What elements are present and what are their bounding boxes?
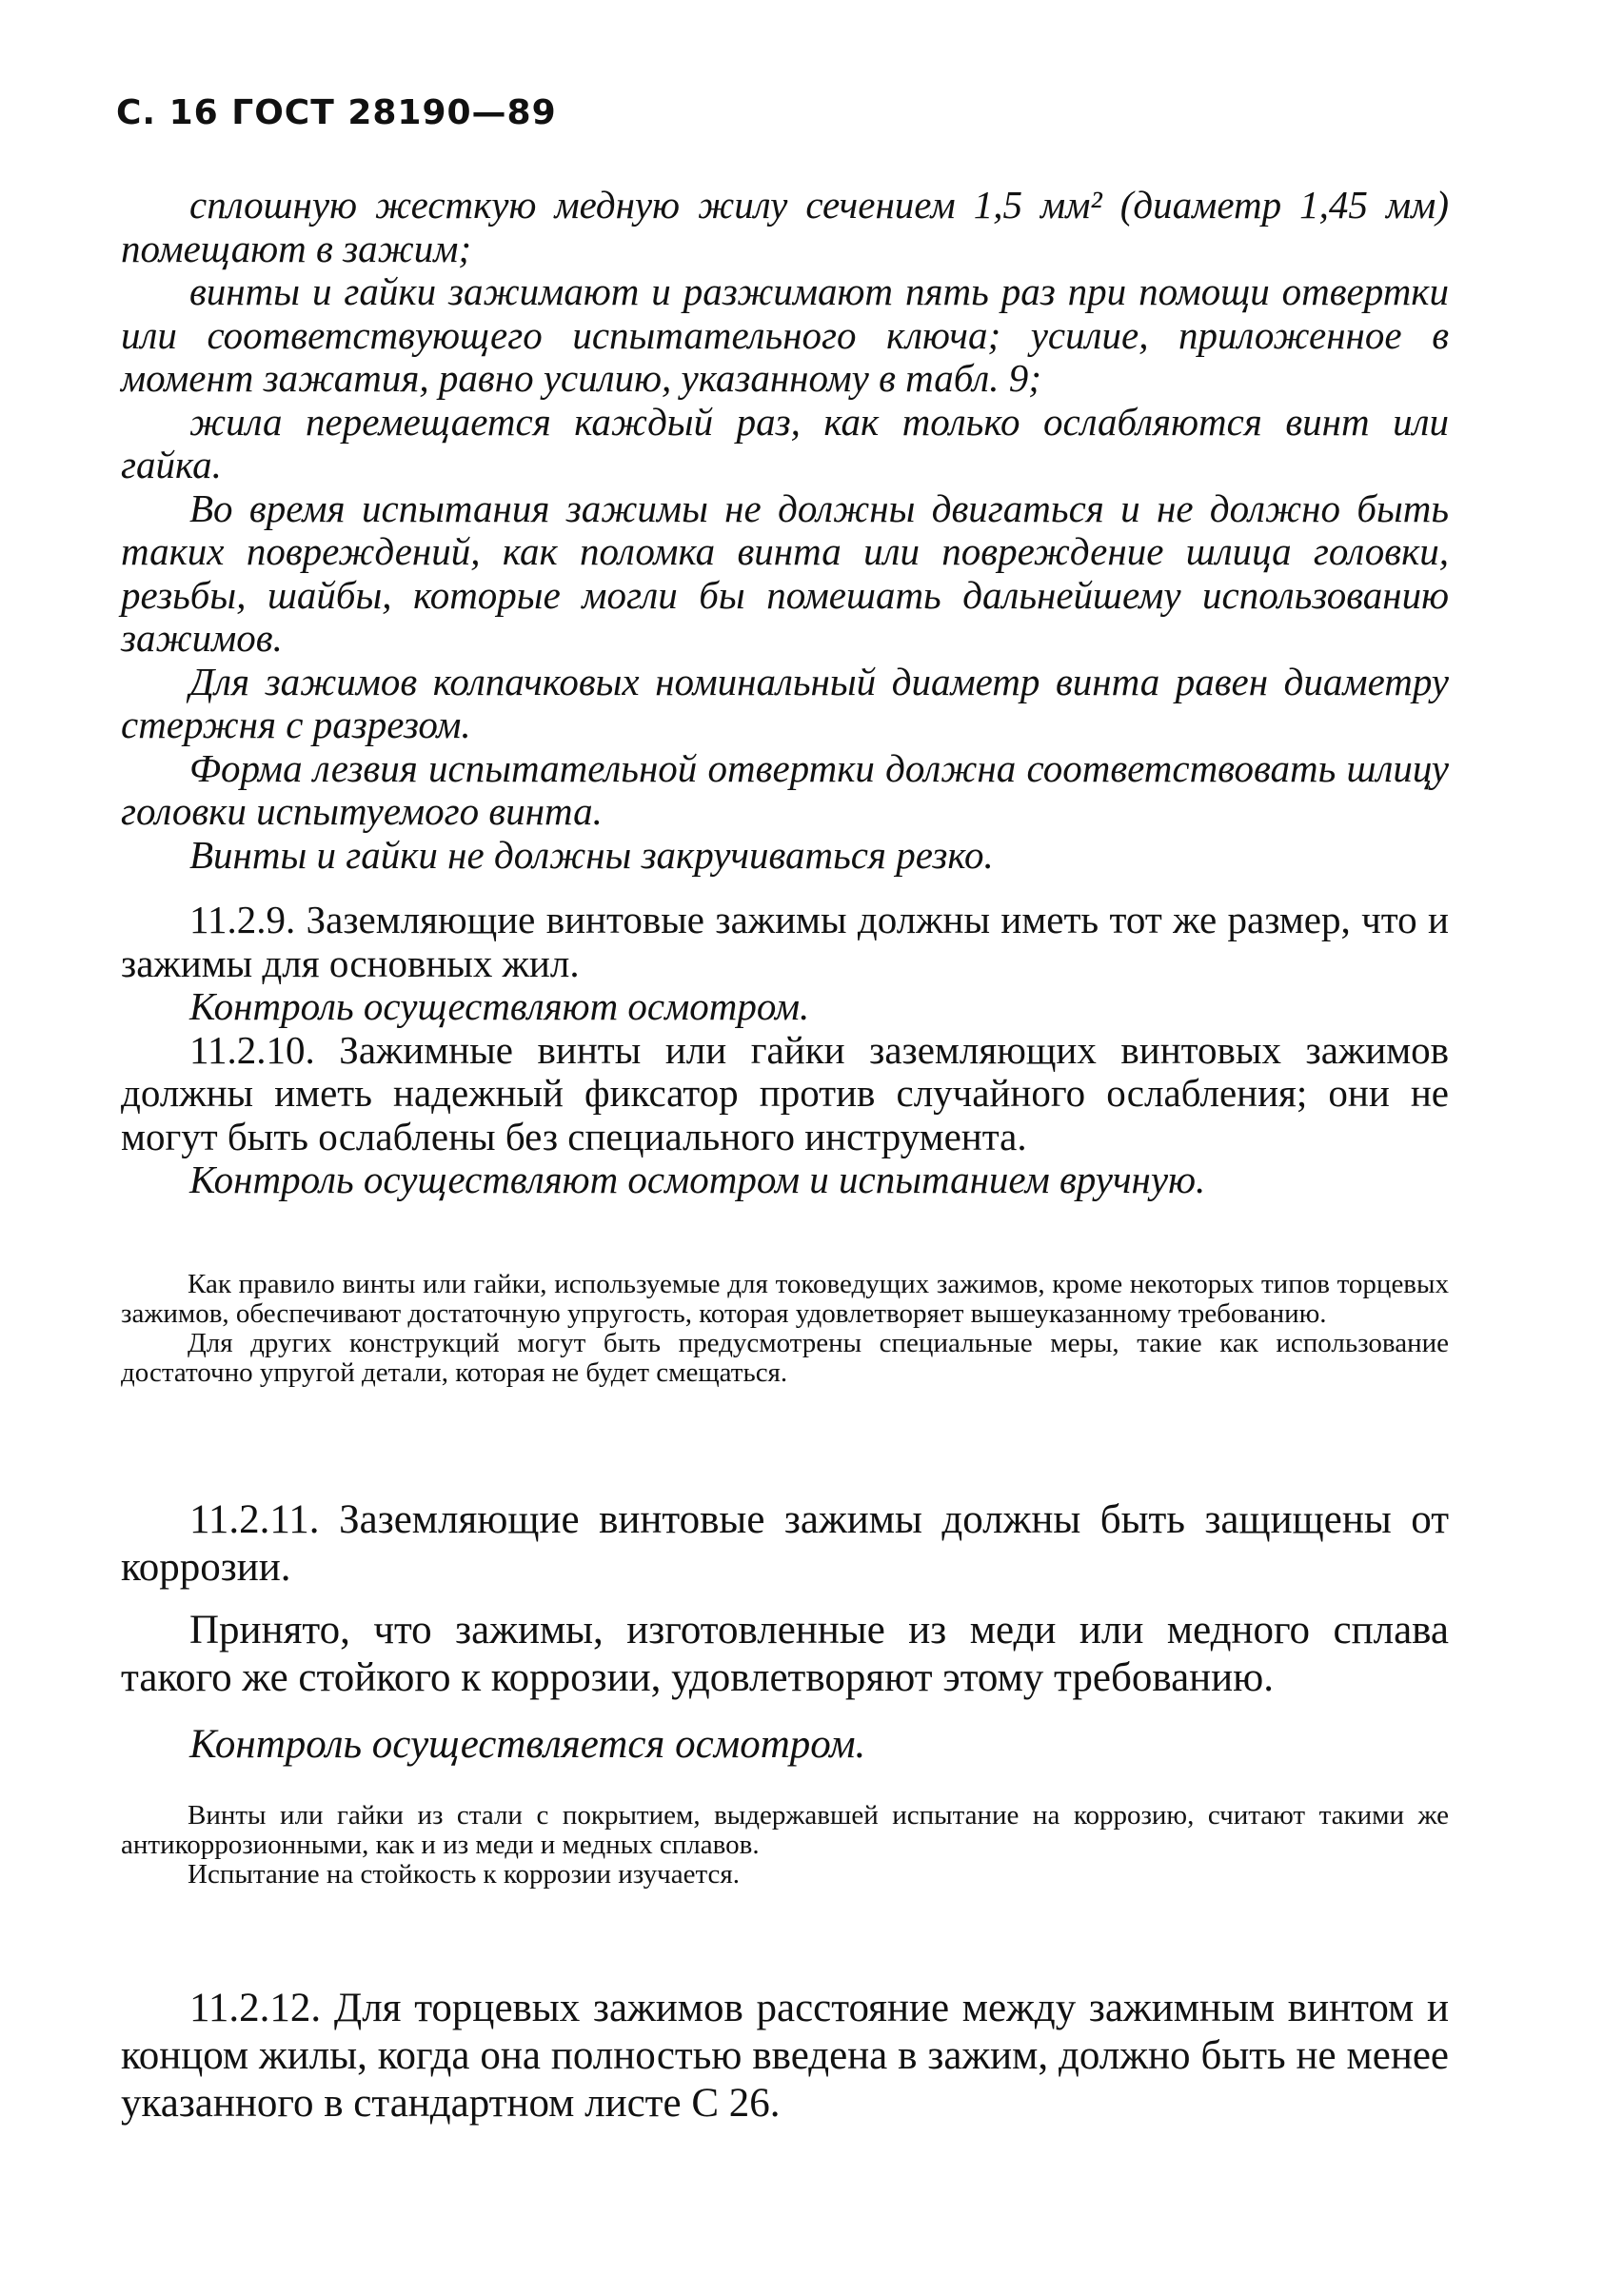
clause-11-2-9-block bbox=[121, 899, 1449, 1202]
page-header: С. 16 ГОСТ 28190—89 bbox=[116, 93, 557, 132]
note-block-1 bbox=[121, 1270, 1449, 1388]
paragraph: Форма лезвия испытательной отвертки должна соответствовать шлицу головки испытуемого винта. bbox=[121, 745, 1449, 833]
clause-11-2-12: 11.2.12. Для торцевых зажимов расстояние между зажимным винтом и концом жилы, когда она полностью введена в зажим, должно быть не менее указанного в стандартном листе С 26. bbox=[121, 1986, 1449, 2126]
paragraph: винты и гайки зажимают и разжимают пять раз при помощи отвертки или соответствующего испытательного ключа; усилие, приложенное в момент зажатия, равно усилию, указанному в табл. 9; bbox=[121, 269, 1449, 400]
control-note: Контроль осуществляют осмотром и испытанием вручную. bbox=[189, 1158, 1206, 1201]
clause-11-2-12-block bbox=[121, 1985, 1449, 2128]
clause-11-2-10: 11.2.10. Зажимные винты или гайки заземляющих винтовых зажимов должны иметь надежный фиксатор против случайного ослабления; они не могут быть ослаблены без специального инструмента. bbox=[121, 1027, 1449, 1158]
note-paragraph: Для других конструкций могут быть предусмотрены специальные меры, такие как использование достаточно упругой детали, которая не будет смещаться. bbox=[121, 1328, 1449, 1388]
control-note: Контроль осуществляется осмотром. bbox=[189, 1722, 866, 1767]
paragraph: Во время испытания зажимы не должны двигаться и не должно быть таких повреждений, как поломка винта или повреждение шлица головки, резьбы, шайбы, которые могли бы помешать дальнейшему использованию зажимов. bbox=[121, 485, 1449, 660]
paragraph: Для зажимов колпачковых номинальный диаметр винта равен диаметру стержня с разрезом. bbox=[121, 659, 1449, 746]
note-paragraph: Как правило винты или гайки, используемые для токоведущих зажимов, кроме некоторых типов торцевых зажимов, обеспечивают достаточную упругость, которая удовлетворяет вышеуказанному требованию. bbox=[121, 1269, 1449, 1329]
clause-11-2-11-block bbox=[121, 1496, 1449, 1769]
accepted-text: Принято, что зажимы, изготовленные из меди или медного сплава такого же стойкого к коррозии, удовлетворяют этому требованию. bbox=[121, 1608, 1449, 1700]
note-paragraph: Испытание на стойкость к коррозии изучается. bbox=[188, 1859, 740, 1890]
note-block-2 bbox=[121, 1801, 1449, 1890]
paragraph: сплошную жесткую медную жилу сечением 1,5 мм² (диаметр 1,45 мм) помещают в зажим; bbox=[121, 183, 1449, 270]
control-note: Контроль осуществляют осмотром. bbox=[189, 984, 810, 1028]
clause-11-2-9: 11.2.9. Заземляющие винтовые зажимы должны иметь тот же размер, что и зажимы для основных жил. bbox=[121, 898, 1449, 985]
paragraph: жила перемещается каждый раз, как только ослабляются винт или гайка. bbox=[121, 399, 1449, 486]
clause-11-2-11: 11.2.11. Заземляющие винтовые зажимы должны быть защищены от коррозии. bbox=[121, 1497, 1449, 1590]
test-procedure-block bbox=[121, 184, 1449, 877]
note-paragraph: Винты или гайки из стали с покрытием, выдержавшей испытание на коррозию, считают такими же антикоррозионными, как и из меди и медных сплавов. bbox=[121, 1800, 1449, 1860]
paragraph: Винты и гайки не должны закручиваться резко. bbox=[189, 832, 994, 877]
